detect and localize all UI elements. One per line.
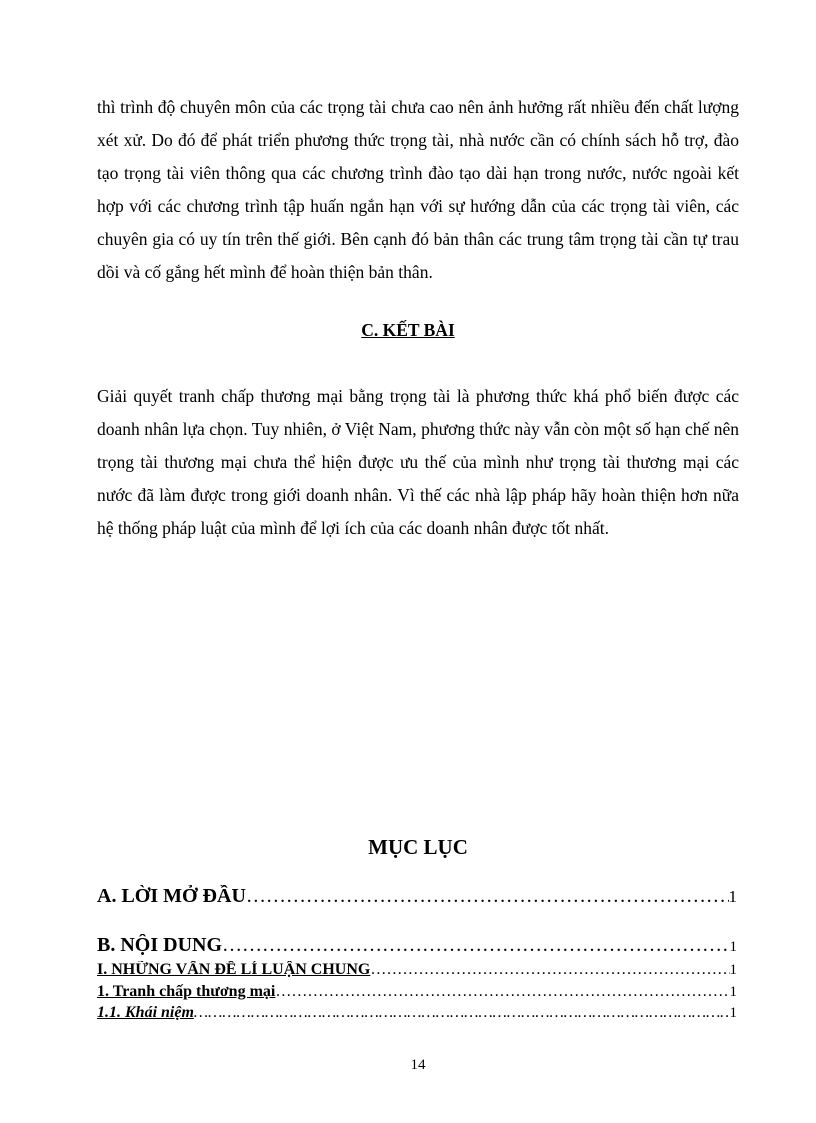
toc-entry-label: A. LỜI MỞ ĐẦU [97, 885, 246, 907]
toc-entry-label: I. NHỮNG VẤN ĐỀ LÍ LUẬN CHUNG [97, 961, 371, 978]
toc-entry[interactable] [97, 961, 737, 979]
toc-leader-dots [370, 961, 729, 979]
toc-entry[interactable] [97, 983, 737, 1001]
toc-title: MỤC LỤC [368, 835, 468, 859]
toc-entry-label: B. NỘI DUNG [97, 934, 223, 956]
toc-leader-dots [194, 1004, 730, 1022]
toc-entry[interactable] [97, 1004, 737, 1022]
toc-entry-page: 1 [729, 1005, 737, 1021]
toc-entry[interactable] [97, 934, 737, 957]
toc-entry-page: 1 [729, 939, 737, 955]
section-heading-ket-bai: C. KẾT BÀI [361, 320, 455, 340]
toc-leader-dots [246, 885, 729, 908]
body-paragraph-continuation: thì trình độ chuyên môn của các trọng tài chưa cao nên ảnh hưởng rất nhiều đến chất lượng xét xử. Do đó để phát triển phương thức trọng tài, nhà nước cần có chính sách hỗ trợ, đào tạo trọng tài viên thông qua các chương trình đào tạo dài hạn trong nước, nước ngoài kết hợp với các chương trình tập huấn ngắn hạn với sự hướng dẫn của các trọng tài viên, các chuyên gia có uy tín trên thế giới. Bên cạnh đó bản thân các trung tâm trọng tài cần tự trau dồi và cố gắng hết mình để hoàn thiện bản thân. [97, 97, 739, 282]
toc-entry-page: 1 [728, 887, 737, 906]
toc-entry[interactable] [97, 885, 737, 908]
toc-entry-label: 1.1. Khái niệm [97, 1004, 194, 1021]
toc-leader-dots [222, 934, 729, 957]
toc-leader-dots [275, 983, 729, 1001]
body-paragraph-conclusion: Giải quyết tranh chấp thương mại bằng trọng tài là phương thức khá phổ biến được các doanh nhân lựa chọn. Tuy nhiên, ở Việt Nam, phương thức này vẫn còn một số hạn chế nên trọng tài thương mại chưa thể hiện được ưu thế của mình như trọng tài thương mại các nước đã làm được trong giới doanh nhân. Vì thế các nhà lập pháp hãy hoàn thiện hơn nữa hệ thống pháp luật của mình để lợi ích của các doanh nhân được tốt nhất. [97, 386, 739, 538]
toc-entry-page: 1 [729, 962, 737, 978]
toc-entry-page: 1 [729, 984, 737, 1000]
page-number: 14 [410, 1057, 426, 1073]
toc-entry-label: 1. Tranh chấp thương mại [97, 983, 276, 1000]
